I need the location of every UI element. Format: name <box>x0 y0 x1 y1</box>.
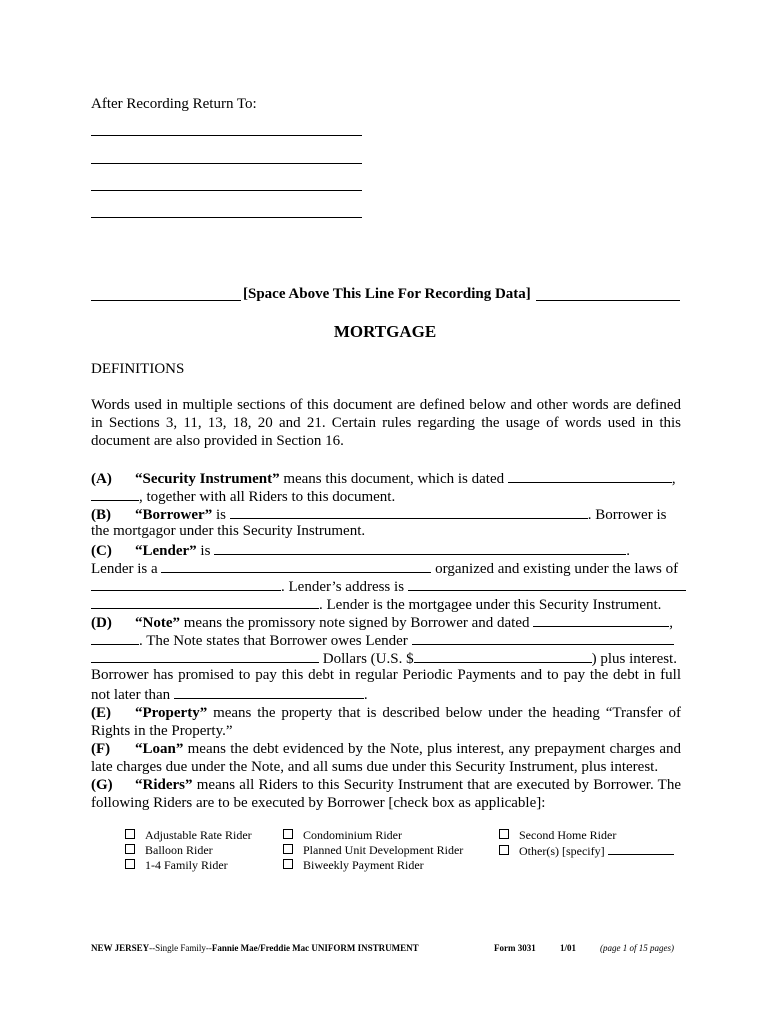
def-b-text2: . Borrower is <box>587 507 667 523</box>
checkbox-icon[interactable] <box>499 845 509 855</box>
def-g <box>91 776 681 812</box>
def-b-label: (B) <box>91 507 111 523</box>
rider-other[interactable] <box>499 843 674 859</box>
checkbox-icon[interactable] <box>125 844 135 854</box>
def-c-text5: . Lender is the mortgagee under this Security Instrument. <box>319 597 662 613</box>
def-g-term: “Riders” <box>135 777 193 793</box>
def-a-row-1: (A) “Security Instrument” means this document, which is dated , <box>91 468 681 488</box>
return-to-line-2[interactable] <box>91 163 362 164</box>
rider-balloon[interactable] <box>125 843 213 858</box>
rider-adjustable-rate[interactable] <box>125 828 252 843</box>
def-a-text1: means this document, which is dated <box>279 471 508 487</box>
checkbox-icon[interactable] <box>125 829 135 839</box>
borrower-name-field[interactable] <box>230 504 588 519</box>
def-b-term: “Borrower” <box>135 507 213 523</box>
def-f-text: means the debt evidenced by the Note, plus interest, any prepayment charges and late charges due under the Note, and all sums due under this Security Instrument, plus interest. <box>91 741 681 775</box>
lender-organization-field[interactable] <box>161 558 431 573</box>
def-c-text2: Lender is a <box>91 561 162 577</box>
return-to-line-4[interactable] <box>91 217 362 218</box>
recording-rule-left <box>91 300 241 301</box>
def-d-text2: . The Note states that Borrower owes Lender <box>139 633 412 649</box>
def-c-row-2 <box>91 558 681 578</box>
lender-laws-field[interactable] <box>91 576 281 591</box>
rider-other-specify-field[interactable] <box>608 843 674 855</box>
recording-rule-right <box>536 300 680 301</box>
def-d-term: “Note” <box>135 615 180 631</box>
def-c-text3: organized and existing under the laws of <box>431 561 679 577</box>
return-to-line-3[interactable] <box>91 190 362 191</box>
rider-adjustable-rate-label: Adjustable Rate Rider <box>145 828 252 842</box>
checkbox-icon[interactable] <box>283 829 293 839</box>
document-title: MORTGAGE <box>333 322 437 341</box>
def-c-label: (C) <box>91 543 112 559</box>
return-to-line-1[interactable] <box>91 135 362 136</box>
checkbox-icon[interactable] <box>499 829 509 839</box>
def-b-text1: is <box>212 507 230 523</box>
def-f <box>91 740 681 776</box>
def-f-label: (F) <box>91 741 111 757</box>
def-c-term: “Lender” <box>135 543 197 559</box>
def-e-term: “Property” <box>135 705 208 721</box>
def-e-label: (E) <box>91 705 111 721</box>
rider-balloon-label: Balloon Rider <box>145 843 213 857</box>
note-amount-words-field-2[interactable] <box>91 648 319 663</box>
lender-address-field-2[interactable] <box>91 594 319 609</box>
def-d-row-1: (D) “Note” means the promissory note signed by Borrower and dated , <box>91 612 681 632</box>
def-a-row-2 <box>91 486 681 506</box>
def-a-text2: , together with all Riders to this document. <box>139 489 396 505</box>
footer-instrument <box>91 943 419 954</box>
rider-second-home[interactable] <box>499 828 616 843</box>
footer-desc: --Single Family-- <box>149 943 212 953</box>
rider-1-4-family-label: 1-4 Family Rider <box>145 858 228 872</box>
note-maturity-date-field[interactable] <box>174 684 364 699</box>
rider-biweekly-label: Biweekly Payment Rider <box>303 858 424 872</box>
def-c-row-1: (C) “Lender” is . <box>91 540 681 560</box>
note-year-field[interactable] <box>91 630 139 645</box>
def-e <box>91 704 681 740</box>
def-d-text3: Dollars (U.S. $ <box>319 651 414 667</box>
def-d-label: (D) <box>91 615 112 631</box>
def-c-text4: . Lender’s address is <box>281 579 408 595</box>
rider-condominium[interactable] <box>283 828 402 843</box>
intro-paragraph: Words used in multiple sections of this document are defined below and other words are defined in Sections 3, 11, 13, 18, 20 and 21. Certain rules regarding the usage of words used in this document are also provided in Section 16. <box>91 397 681 450</box>
note-amount-words-field[interactable] <box>412 630 674 645</box>
def-d-text5: Borrower has promised to pay this debt in regular Periodic Payments and to pay the debt in full not later than <box>91 667 681 703</box>
def-d-text1: means the promissory note signed by Borrower and dated <box>180 615 534 631</box>
def-a-term: “Security Instrument” <box>135 471 280 487</box>
checkbox-icon[interactable] <box>125 859 135 869</box>
lender-address-field[interactable] <box>408 576 686 591</box>
security-instrument-year-field[interactable] <box>91 486 139 501</box>
checkbox-icon[interactable] <box>283 844 293 854</box>
rider-other-label: Other(s) [specify] <box>519 844 608 858</box>
footer-version: 1/01 <box>560 943 577 953</box>
def-g-label: (G) <box>91 777 113 793</box>
return-to-label: After Recording Return To: <box>91 96 257 112</box>
footer-form-number: Form 3031 <box>494 943 536 953</box>
note-date-field[interactable] <box>533 612 669 627</box>
def-g-text: means all Riders to this Security Instrument that are executed by Borrower. The following Riders are to be executed by Borrower [check box as applicable]: <box>91 777 681 811</box>
rider-second-home-label: Second Home Rider <box>519 828 617 842</box>
note-amount-dollars-field[interactable] <box>414 648 592 663</box>
def-b-text3: the mortgagor under this Security Instrument. <box>91 523 366 539</box>
def-a-label: (A) <box>91 471 112 487</box>
rider-pud-label: Planned Unit Development Rider <box>303 843 464 857</box>
footer-state: NEW JERSEY <box>91 943 150 953</box>
def-e-text: means the property that is described below under the heading “Transfer of Rights in the Property.” <box>91 705 681 739</box>
def-d-text4: ) plus interest. <box>591 651 677 667</box>
def-d-row-3 <box>91 648 681 668</box>
rider-biweekly[interactable] <box>283 858 424 873</box>
footer-instrument-name: Fannie Mae/Freddie Mac UNIFORM INSTRUMENT <box>211 943 419 953</box>
lender-name-field[interactable] <box>214 540 626 555</box>
footer-page-number: (page 1 of 15 pages) <box>600 943 674 953</box>
def-b-row-1 <box>91 504 681 524</box>
def-c-row-3 <box>91 576 681 596</box>
def-c-text1: is <box>196 543 215 559</box>
definitions-heading: DEFINITIONS <box>91 361 185 377</box>
rider-pud[interactable] <box>283 843 463 858</box>
def-d-row-2 <box>91 630 681 650</box>
rider-condominium-label: Condominium Rider <box>303 828 402 842</box>
security-instrument-date-field[interactable] <box>508 468 672 483</box>
checkbox-icon[interactable] <box>283 859 293 869</box>
def-c-row-4 <box>91 594 681 614</box>
recording-data-label: [Space Above This Line For Recording Data] <box>243 286 531 302</box>
def-f-term: “Loan” <box>135 741 184 757</box>
def-d-row-4: Borrower has promised to pay this debt in regular Periodic Payments and to pay the debt in full not later than . <box>91 667 681 703</box>
rider-1-4-family[interactable] <box>125 858 228 873</box>
